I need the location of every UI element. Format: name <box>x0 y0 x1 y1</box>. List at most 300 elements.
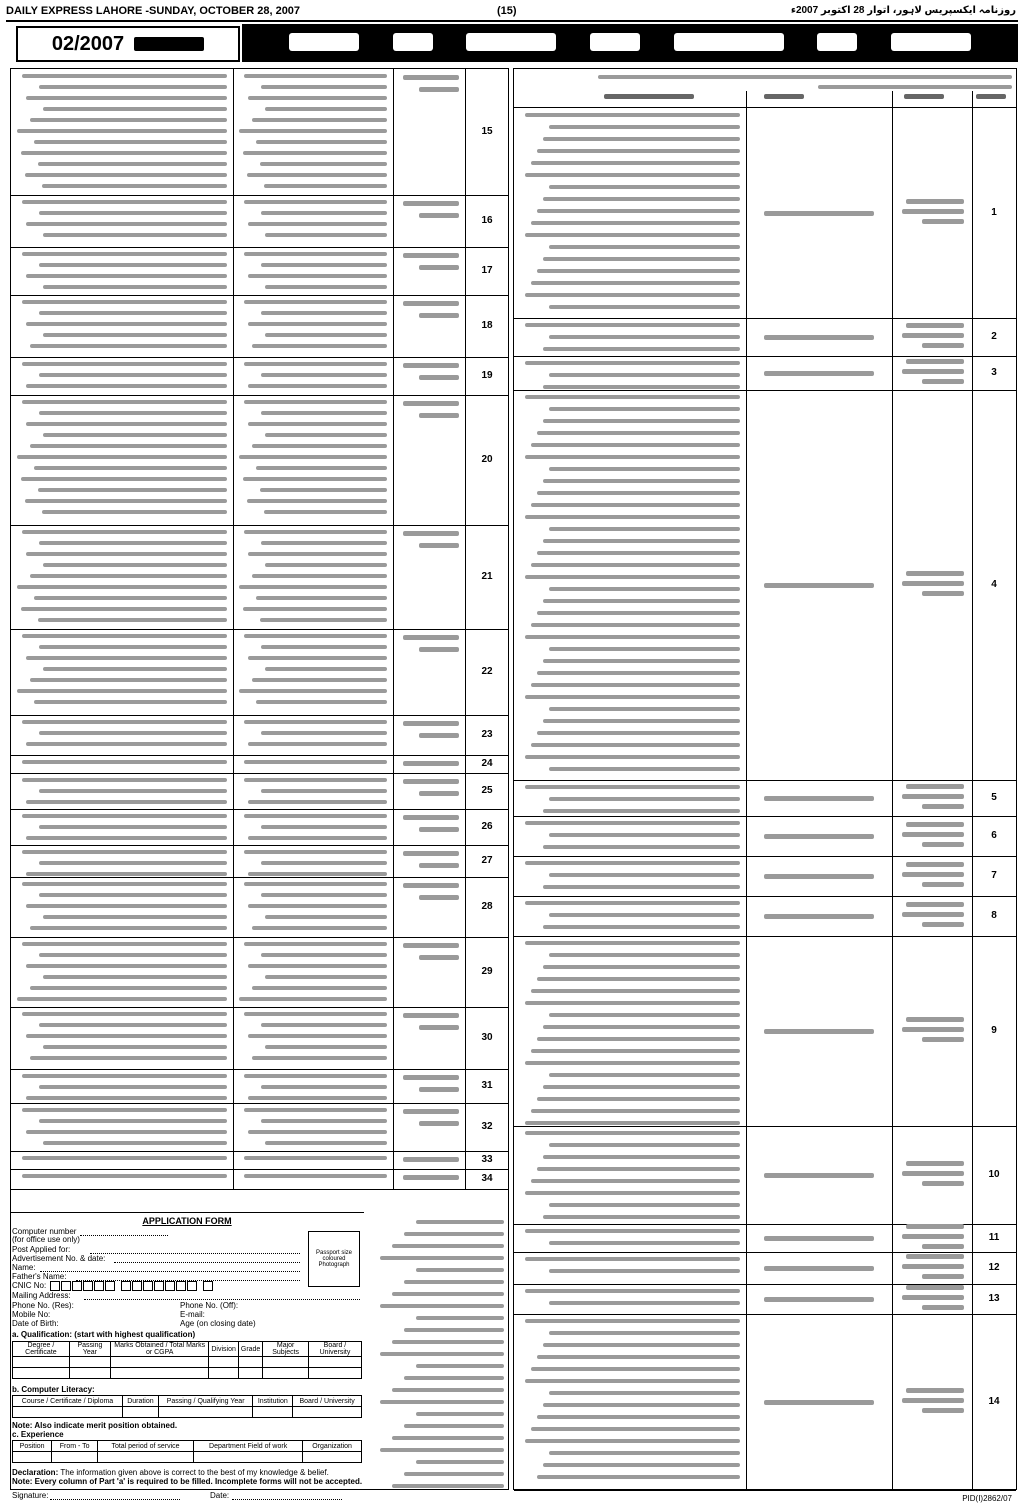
urdu-text-line <box>39 263 227 267</box>
urdu-text-line <box>39 789 227 793</box>
urdu-text-line <box>764 371 874 376</box>
urdu-text-line <box>261 645 387 649</box>
row-number: 6 <box>991 830 997 841</box>
urdu-text-line <box>39 411 227 415</box>
urdu-text-line <box>902 333 964 338</box>
urdu-text-line <box>22 400 227 404</box>
urdu-text-line <box>922 1305 964 1310</box>
comp-col-course: Course / Certificate / Diploma <box>13 1396 123 1407</box>
urdu-text-line <box>537 1167 740 1171</box>
urdu-text-line <box>261 263 387 267</box>
urdu-text-line <box>26 1130 227 1134</box>
exp-col-from-to: From - To <box>52 1441 98 1452</box>
urdu-text-line <box>21 151 227 155</box>
urdu-text-line <box>265 333 387 337</box>
urdu-text-line <box>261 411 387 415</box>
date-field[interactable] <box>232 1499 342 1500</box>
declaration-text: The information given above is correct to the best of my knowledge & belief. <box>60 1468 329 1477</box>
urdu-text-line <box>248 384 387 388</box>
urdu-text-line <box>543 479 740 483</box>
urdu-text-line <box>764 211 874 216</box>
urdu-text-line <box>26 274 227 278</box>
urdu-text-line <box>902 794 964 799</box>
urdu-text-line <box>261 1119 387 1123</box>
urdu-text-line <box>525 575 740 579</box>
urdu-text-line <box>543 137 740 141</box>
urdu-text-line <box>22 1074 227 1078</box>
urdu-text-line <box>537 671 740 675</box>
urdu-text-line <box>244 760 387 764</box>
date-label: Date: <box>210 1491 230 1500</box>
urdu-text-line <box>764 1400 874 1405</box>
row-number: 15 <box>481 126 493 137</box>
urdu-text-line <box>22 252 227 256</box>
table-row <box>514 356 1016 391</box>
urdu-text-line <box>22 1108 227 1112</box>
row-number: 33 <box>481 1154 493 1165</box>
advertisement-number-urdu-label <box>134 37 204 51</box>
urdu-text-line <box>922 1244 964 1249</box>
urdu-text-line <box>22 760 227 764</box>
urdu-text-line <box>531 1049 740 1053</box>
urdu-text-line <box>244 530 387 534</box>
urdu-text-line <box>906 323 964 328</box>
comp-col-year: Passing / Qualifying Year <box>158 1396 252 1407</box>
urdu-text-line <box>531 743 740 747</box>
mailing-field[interactable] <box>84 1299 360 1300</box>
father-label: Father's Name: <box>12 1272 67 1281</box>
row-number: 23 <box>481 729 493 740</box>
urdu-text-line <box>38 488 227 492</box>
urdu-text-line <box>764 1297 874 1302</box>
urdu-text-line <box>39 1119 227 1123</box>
urdu-text-line <box>906 1254 964 1259</box>
urdu-text-line <box>549 873 740 877</box>
urdu-text-line <box>248 274 387 278</box>
urdu-text-line <box>17 129 227 133</box>
urdu-text-line <box>30 1056 227 1060</box>
table-row <box>514 816 1016 857</box>
urdu-text-line <box>404 1424 504 1428</box>
urdu-text-line <box>22 814 227 818</box>
urdu-text-line <box>30 926 227 930</box>
urdu-text-line <box>39 953 227 957</box>
exp-col-position: Position <box>13 1441 52 1452</box>
urdu-text-line <box>260 488 387 492</box>
urdu-text-line <box>902 1171 964 1176</box>
urdu-text-line <box>525 1289 740 1293</box>
urdu-text-line <box>549 1451 740 1455</box>
table-row <box>514 1126 1016 1225</box>
urdu-text-line <box>543 809 740 813</box>
urdu-text-line <box>549 467 740 471</box>
table-row <box>11 1151 508 1170</box>
urdu-text-line <box>244 400 387 404</box>
urdu-text-line <box>265 975 387 979</box>
urdu-text-line <box>543 659 740 663</box>
urdu-text-line <box>261 789 387 793</box>
urdu-text-line <box>380 1256 504 1260</box>
row-number: 3 <box>991 367 997 378</box>
urdu-text-line <box>403 761 459 766</box>
urdu-text-line <box>39 541 227 545</box>
urdu-text-line <box>543 1025 740 1029</box>
urdu-text-line <box>22 778 227 782</box>
urdu-text-line <box>764 335 874 340</box>
urdu-text-line <box>537 1037 740 1041</box>
incomplete-forms-note: Note: Every column of Part 'a' is required to be filled. Incomplete forms will not be accepted. <box>12 1477 363 1486</box>
newspaper-title-english: DAILY EXPRESS LAHORE -SUNDAY, OCTOBER 28, 2007 <box>6 5 301 17</box>
urdu-text-line <box>525 361 740 365</box>
table-row <box>514 390 1016 781</box>
qualification-table[interactable] <box>12 1341 362 1379</box>
urdu-text-line <box>543 197 740 201</box>
row-number: 34 <box>481 1173 493 1184</box>
table-row <box>11 715 508 756</box>
urdu-text-line <box>403 1013 459 1018</box>
urdu-text-line <box>34 466 227 470</box>
urdu-text-line <box>403 635 459 640</box>
qualification-heading: a. Qualification: (start with highest qualification) <box>12 1330 196 1339</box>
urdu-text-line <box>25 173 227 177</box>
urdu-text-line <box>39 731 227 735</box>
urdu-text-line <box>265 667 387 671</box>
urdu-text-line <box>248 222 387 226</box>
urdu-text-line <box>43 107 227 111</box>
urdu-text-line <box>537 491 740 495</box>
urdu-text-line <box>922 219 964 224</box>
urdu-text-line <box>392 1244 504 1248</box>
urdu-text-line <box>38 618 227 622</box>
urdu-text-line <box>248 422 387 426</box>
age-label: Age (on closing date) <box>180 1319 256 1328</box>
urdu-text-line <box>404 1232 504 1236</box>
urdu-text-line <box>403 815 459 820</box>
urdu-text-line <box>22 74 227 78</box>
urdu-text-line <box>30 678 227 682</box>
newspaper-title-urdu: روزنامہ ایکسپریس لاہور، اتوار 28 اکتوبر 2007ء <box>790 5 1016 16</box>
urdu-text-line <box>525 1191 740 1195</box>
urdu-text-line <box>525 755 740 759</box>
urdu-text-line <box>537 209 740 213</box>
urdu-text-line <box>247 499 387 503</box>
urdu-text-line <box>906 1017 964 1022</box>
urdu-text-line <box>818 85 1012 89</box>
row-number: 13 <box>988 1293 1000 1304</box>
urdu-text-line <box>525 1319 740 1323</box>
row-number: 28 <box>481 901 493 912</box>
urdu-text-line <box>543 599 740 603</box>
urdu-text-line <box>525 455 740 459</box>
urdu-text-line <box>34 596 227 600</box>
urdu-text-line <box>22 882 227 886</box>
urdu-text-line <box>543 885 740 889</box>
urdu-text-line <box>392 1340 504 1344</box>
urdu-text-line <box>380 1304 504 1308</box>
urdu-text-line <box>403 1109 459 1114</box>
table-row <box>514 318 1016 357</box>
name-field[interactable] <box>40 1271 300 1272</box>
urdu-text-line <box>43 333 227 337</box>
office-use-label: (for office use only) <box>12 1235 80 1244</box>
exp-col-organization: Organization <box>303 1441 362 1452</box>
urdu-text-line <box>244 882 387 886</box>
urdu-text-line <box>764 914 874 919</box>
urdu-text-line <box>43 233 227 237</box>
urdu-text-line <box>265 1045 387 1049</box>
urdu-text-line <box>549 305 740 309</box>
urdu-text-line <box>17 455 227 459</box>
table-row <box>11 1007 508 1070</box>
urdu-text-line <box>906 1285 964 1290</box>
urdu-text-line <box>392 1388 504 1392</box>
urdu-text-line <box>543 1085 740 1089</box>
urdu-text-line <box>403 943 459 948</box>
urdu-text-line <box>525 1061 740 1065</box>
urdu-text-line <box>902 1264 964 1269</box>
urdu-text-line <box>244 814 387 818</box>
table-row <box>11 69 508 196</box>
urdu-text-line <box>764 1173 874 1178</box>
table-row <box>11 877 508 938</box>
urdu-text-line <box>549 833 740 837</box>
urdu-text-line <box>244 1156 387 1160</box>
email-label: E-mail: <box>180 1310 205 1319</box>
urdu-text-line <box>43 915 227 919</box>
declaration-label: Declaration: <box>12 1468 59 1477</box>
urdu-text-line <box>261 861 387 865</box>
qual-col-board: Board / University <box>308 1342 361 1357</box>
urdu-text-line <box>543 539 740 543</box>
urdu-text-line <box>419 863 459 868</box>
qual-col-year: Passing Year <box>69 1342 110 1357</box>
exp-col-department: Department Field of work <box>193 1441 302 1452</box>
row-number: 5 <box>991 792 997 803</box>
urdu-text-line <box>22 362 227 366</box>
table-row <box>11 247 508 296</box>
urdu-text-line <box>906 359 964 364</box>
urdu-text-line <box>403 1075 459 1080</box>
urdu-text-line <box>244 1074 387 1078</box>
urdu-text-line <box>537 977 740 981</box>
urdu-text-line <box>260 618 387 622</box>
urdu-text-line <box>42 184 227 188</box>
urdu-text-line <box>531 1109 740 1113</box>
urdu-text-line <box>43 667 227 671</box>
urdu-text-line <box>248 800 387 804</box>
urdu-text-line <box>392 1484 504 1488</box>
signature-label: Signature: <box>12 1491 49 1500</box>
urdu-text-line <box>256 466 387 470</box>
urdu-text-line <box>39 311 227 315</box>
urdu-text-line <box>239 455 387 459</box>
urdu-text-line <box>265 1141 387 1145</box>
urdu-text-line <box>549 335 740 339</box>
urdu-text-line <box>43 285 227 289</box>
urdu-text-line <box>906 1388 964 1393</box>
urdu-text-line <box>244 362 387 366</box>
urdu-text-line <box>549 1301 740 1305</box>
row-number: 32 <box>481 1121 493 1132</box>
urdu-text-line <box>404 1376 504 1380</box>
row-number: 16 <box>481 215 493 226</box>
urdu-text-line <box>525 901 740 905</box>
urdu-text-line <box>525 861 740 865</box>
urdu-text-line <box>244 634 387 638</box>
urdu-text-line <box>380 1400 504 1404</box>
urdu-text-line <box>22 634 227 638</box>
page-number: (15) <box>497 5 517 17</box>
urdu-text-line <box>906 199 964 204</box>
urdu-text-line <box>252 444 387 448</box>
urdu-text-line <box>403 363 459 368</box>
exp-col-period: Total period of service <box>98 1441 194 1452</box>
row-number: 14 <box>988 1396 1000 1407</box>
urdu-text-line <box>531 1427 740 1431</box>
urdu-text-line <box>537 1475 740 1479</box>
urdu-text-line <box>403 301 459 306</box>
urdu-text-line <box>261 85 387 89</box>
urdu-text-line <box>243 151 387 155</box>
urdu-text-line <box>248 322 387 326</box>
row-number: 7 <box>991 870 997 881</box>
urdu-text-line <box>39 861 227 865</box>
advertisement-number-box <box>16 26 240 62</box>
urdu-text-line <box>265 107 387 111</box>
urdu-text-line <box>525 1229 740 1233</box>
urdu-text-line <box>549 1331 740 1335</box>
urdu-text-line <box>906 1161 964 1166</box>
urdu-text-line <box>403 75 459 80</box>
urdu-text-line <box>34 700 227 704</box>
urdu-text-line <box>416 1316 504 1320</box>
urdu-text-line <box>922 1181 964 1186</box>
urdu-text-line <box>543 719 740 723</box>
table-row <box>11 357 508 396</box>
urdu-text-line <box>26 222 227 226</box>
urdu-text-line <box>419 213 459 218</box>
urdu-text-line <box>244 778 387 782</box>
table-row <box>11 755 508 774</box>
urdu-text-line <box>906 784 964 789</box>
urdu-text-line <box>537 1355 740 1359</box>
urdu-text-line <box>260 162 387 166</box>
urdu-text-line <box>537 551 740 555</box>
urdu-text-line <box>419 265 459 270</box>
photo-box: Passport size coloured Photograph <box>308 1231 360 1287</box>
urdu-text-line <box>549 1269 740 1273</box>
urdu-text-line <box>248 1096 387 1100</box>
urdu-text-line <box>902 1027 964 1032</box>
urdu-text-line <box>380 1448 504 1452</box>
urdu-text-line <box>416 1460 504 1464</box>
urdu-text-line <box>26 872 227 876</box>
urdu-text-line <box>247 173 387 177</box>
cnic-label: CNIC No: <box>12 1281 47 1290</box>
comp-col-board: Board / University <box>293 1396 362 1407</box>
computer-literacy-table[interactable] <box>12 1395 362 1418</box>
table-row <box>514 108 1016 319</box>
row-number: 1 <box>991 207 997 218</box>
urdu-text-line <box>43 433 227 437</box>
urdu-text-line <box>537 731 740 735</box>
urdu-text-line <box>261 731 387 735</box>
urdu-text-line <box>416 1364 504 1368</box>
urdu-text-line <box>543 925 740 929</box>
urdu-text-line <box>261 311 387 315</box>
urdu-text-line <box>239 585 387 589</box>
urdu-text-line <box>261 825 387 829</box>
urdu-text-line <box>26 1034 227 1038</box>
urdu-text-line <box>764 1029 874 1034</box>
urdu-text-line <box>39 893 227 897</box>
urdu-text-line <box>416 1268 504 1272</box>
urdu-text-line <box>549 125 740 129</box>
urdu-text-line <box>403 401 459 406</box>
urdu-text-line <box>525 1439 740 1443</box>
urdu-text-line <box>26 552 227 556</box>
urdu-text-line <box>416 1412 504 1416</box>
urdu-text-line <box>764 834 874 839</box>
urdu-text-line <box>30 344 227 348</box>
table-row <box>11 845 508 878</box>
urdu-text-line <box>537 1415 740 1419</box>
urdu-text-line <box>30 118 227 122</box>
urdu-text-line <box>252 678 387 682</box>
name-label: Name: <box>12 1263 36 1272</box>
urdu-text-line <box>543 1215 740 1219</box>
urdu-text-line <box>21 477 227 481</box>
adv-no-field[interactable] <box>114 1262 300 1263</box>
urdu-text-line <box>525 323 740 327</box>
urdu-text-line <box>25 499 227 503</box>
urdu-text-line <box>39 1085 227 1089</box>
urdu-text-line <box>403 883 459 888</box>
post-applied-field[interactable] <box>90 1253 300 1254</box>
urdu-text-line <box>525 821 740 825</box>
urdu-text-line <box>17 689 227 693</box>
signature-field[interactable] <box>50 1499 180 1500</box>
urdu-text-line <box>525 113 740 117</box>
urdu-text-line <box>26 384 227 388</box>
urdu-text-line <box>252 118 387 122</box>
row-number: 17 <box>481 265 493 276</box>
application-form <box>10 1212 364 1503</box>
form-title: APPLICATION FORM <box>142 1216 232 1226</box>
urdu-text-line <box>543 1155 740 1159</box>
row-number: 27 <box>481 855 493 866</box>
urdu-text-line <box>419 87 459 92</box>
urdu-text-line <box>30 574 227 578</box>
newspaper-header <box>6 2 1018 22</box>
urdu-text-line <box>416 1220 504 1224</box>
urdu-text-line <box>39 1023 227 1027</box>
urdu-text-line <box>902 1295 964 1300</box>
urdu-instructions <box>368 1212 506 1502</box>
computer-number-label: Computer number <box>12 1227 77 1236</box>
cnic-boxes[interactable] <box>50 1281 214 1291</box>
urdu-text-line <box>22 1156 227 1160</box>
experience-table[interactable] <box>12 1440 362 1463</box>
table-row <box>11 809 508 846</box>
qual-col-degree: Degree / Certificate <box>13 1342 70 1357</box>
urdu-text-line <box>239 129 387 133</box>
urdu-text-line <box>22 1012 227 1016</box>
table-row <box>514 780 1016 817</box>
urdu-text-line <box>764 583 874 588</box>
urdu-text-line <box>525 395 740 399</box>
row-number: 18 <box>481 320 493 331</box>
